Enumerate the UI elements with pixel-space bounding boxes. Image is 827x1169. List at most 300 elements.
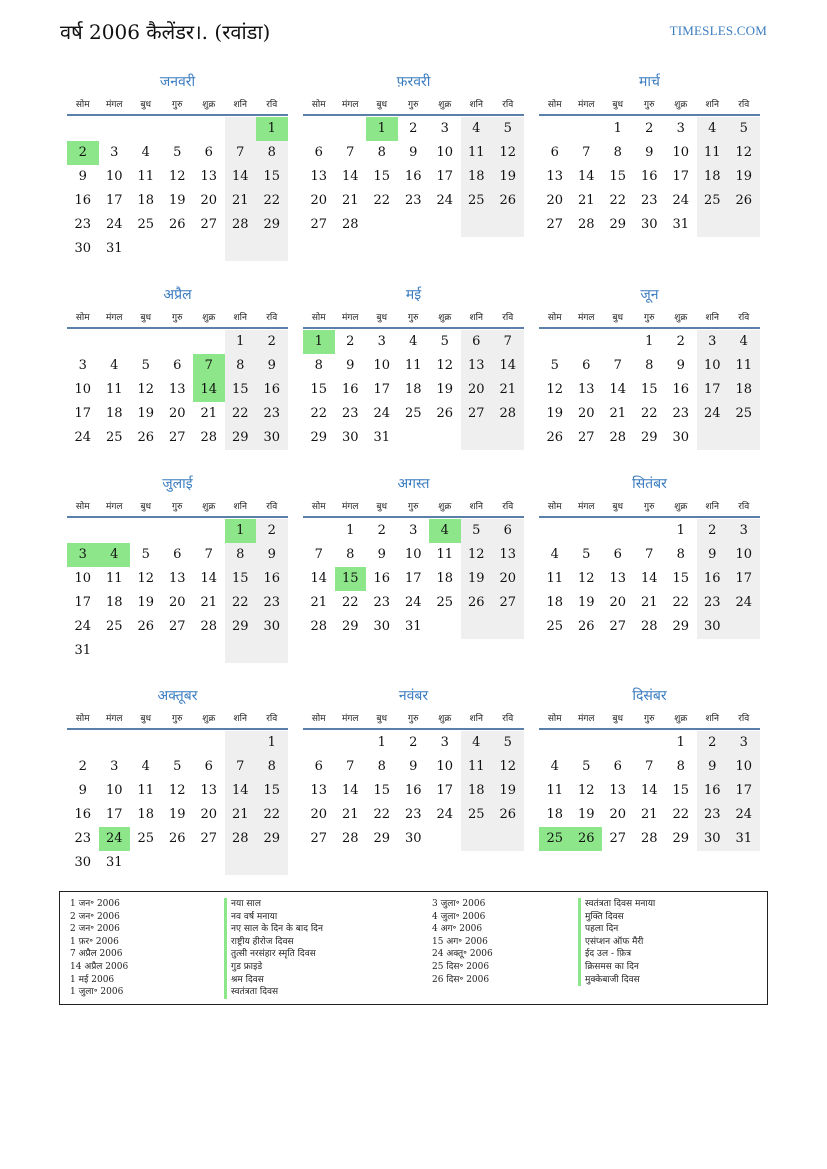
- day-cell[interactable]: 29: [672, 619, 690, 634]
- day-cell[interactable]: 11: [105, 382, 123, 397]
- day-cell[interactable]: 13: [577, 382, 595, 397]
- day-cell[interactable]: 24: [436, 193, 454, 208]
- day-cell[interactable]: 27: [546, 217, 564, 232]
- day-cell[interactable]: 4: [728, 330, 760, 354]
- day-cell[interactable]: 17: [74, 595, 92, 610]
- day-cell[interactable]: 2: [256, 330, 288, 354]
- day-cell[interactable]: 22: [609, 193, 627, 208]
- day-cell[interactable]: 3: [78, 358, 87, 373]
- day-cell[interactable]: 25: [461, 803, 493, 827]
- day-cell[interactable]: 18: [137, 807, 155, 822]
- day-cell[interactable]: 10: [74, 571, 92, 586]
- day-cell[interactable]: 25: [105, 619, 123, 634]
- day-cell[interactable]: 12: [492, 141, 524, 165]
- day-cell[interactable]: 6: [314, 145, 323, 160]
- day-cell[interactable]: 30: [640, 217, 658, 232]
- day-cell[interactable]: 29: [310, 430, 328, 445]
- day-cell[interactable]: 5: [728, 117, 760, 141]
- day-cell[interactable]: 23: [697, 591, 729, 615]
- day-cell[interactable]: 6: [492, 519, 524, 543]
- holiday-day-cell[interactable]: 1: [303, 330, 335, 354]
- day-cell[interactable]: 27: [609, 619, 627, 634]
- day-cell[interactable]: 12: [728, 141, 760, 165]
- day-cell[interactable]: 6: [613, 759, 622, 774]
- day-cell[interactable]: 18: [436, 571, 454, 586]
- day-cell[interactable]: 15: [310, 382, 328, 397]
- day-cell[interactable]: 8: [314, 358, 323, 373]
- day-cell[interactable]: 14: [341, 169, 359, 184]
- day-cell[interactable]: 2: [346, 334, 355, 349]
- day-cell[interactable]: 6: [461, 330, 493, 354]
- day-cell[interactable]: 29: [609, 217, 627, 232]
- day-cell[interactable]: 29: [225, 615, 257, 639]
- day-cell[interactable]: 9: [346, 358, 355, 373]
- day-cell[interactable]: 12: [168, 783, 186, 798]
- day-cell[interactable]: 15: [672, 571, 690, 586]
- day-cell[interactable]: 16: [404, 169, 422, 184]
- day-cell[interactable]: 23: [74, 217, 92, 232]
- day-cell[interactable]: 5: [492, 731, 524, 755]
- day-cell[interactable]: 27: [492, 591, 524, 615]
- holiday-day-cell[interactable]: 25: [539, 827, 571, 851]
- day-cell[interactable]: 15: [256, 779, 288, 803]
- day-cell[interactable]: 23: [404, 193, 422, 208]
- day-cell[interactable]: 28: [640, 831, 658, 846]
- day-cell[interactable]: 26: [436, 406, 454, 421]
- day-cell[interactable]: 9: [78, 169, 87, 184]
- day-cell[interactable]: 30: [256, 615, 288, 639]
- day-cell[interactable]: 16: [640, 169, 658, 184]
- day-cell[interactable]: 27: [310, 217, 328, 232]
- day-cell[interactable]: 24: [728, 591, 760, 615]
- day-cell[interactable]: 21: [341, 193, 359, 208]
- day-cell[interactable]: 13: [609, 571, 627, 586]
- day-cell[interactable]: 17: [697, 378, 729, 402]
- day-cell[interactable]: 10: [436, 759, 454, 774]
- day-cell[interactable]: 23: [697, 803, 729, 827]
- day-cell[interactable]: 18: [105, 406, 123, 421]
- day-cell[interactable]: 7: [314, 547, 323, 562]
- day-cell[interactable]: 20: [461, 378, 493, 402]
- day-cell[interactable]: 29: [225, 426, 257, 450]
- day-cell[interactable]: 21: [310, 595, 328, 610]
- day-cell[interactable]: 17: [436, 169, 454, 184]
- holiday-day-cell[interactable]: 4: [429, 519, 461, 543]
- day-cell[interactable]: 9: [409, 759, 418, 774]
- day-cell[interactable]: 1: [346, 523, 355, 538]
- day-cell[interactable]: 20: [546, 193, 564, 208]
- day-cell[interactable]: 8: [256, 755, 288, 779]
- day-cell[interactable]: 24: [697, 402, 729, 426]
- day-cell[interactable]: 10: [404, 547, 422, 562]
- day-cell[interactable]: 17: [105, 807, 123, 822]
- day-cell[interactable]: 5: [582, 759, 591, 774]
- day-cell[interactable]: 28: [609, 430, 627, 445]
- day-cell[interactable]: 5: [141, 547, 150, 562]
- day-cell[interactable]: 30: [672, 430, 690, 445]
- day-cell[interactable]: 7: [204, 547, 213, 562]
- day-cell[interactable]: 11: [137, 169, 155, 184]
- day-cell[interactable]: 28: [200, 430, 218, 445]
- holiday-day-cell[interactable]: 3: [67, 543, 99, 567]
- day-cell[interactable]: 2: [697, 731, 729, 755]
- day-cell[interactable]: 18: [546, 595, 564, 610]
- day-cell[interactable]: 14: [200, 571, 218, 586]
- day-cell[interactable]: 10: [105, 783, 123, 798]
- day-cell[interactable]: 30: [697, 615, 729, 639]
- day-cell[interactable]: 12: [436, 358, 454, 373]
- day-cell[interactable]: 27: [577, 430, 595, 445]
- day-cell[interactable]: 6: [173, 547, 182, 562]
- day-cell[interactable]: 19: [728, 165, 760, 189]
- day-cell[interactable]: 22: [310, 406, 328, 421]
- day-cell[interactable]: 28: [577, 217, 595, 232]
- day-cell[interactable]: 24: [373, 406, 391, 421]
- holiday-day-cell[interactable]: 14: [193, 378, 225, 402]
- day-cell[interactable]: 19: [168, 807, 186, 822]
- day-cell[interactable]: 8: [676, 759, 685, 774]
- day-cell[interactable]: 19: [577, 807, 595, 822]
- day-cell[interactable]: 12: [577, 571, 595, 586]
- day-cell[interactable]: 10: [436, 145, 454, 160]
- day-cell[interactable]: 28: [200, 619, 218, 634]
- day-cell[interactable]: 14: [640, 571, 658, 586]
- day-cell[interactable]: 4: [141, 759, 150, 774]
- day-cell[interactable]: 31: [105, 241, 123, 256]
- day-cell[interactable]: 7: [225, 755, 257, 779]
- day-cell[interactable]: 27: [461, 402, 493, 426]
- day-cell[interactable]: 17: [672, 169, 690, 184]
- holiday-day-cell[interactable]: 2: [67, 141, 99, 165]
- day-cell[interactable]: 16: [74, 807, 92, 822]
- day-cell[interactable]: 25: [461, 189, 493, 213]
- day-cell[interactable]: 14: [310, 571, 328, 586]
- day-cell[interactable]: 16: [74, 193, 92, 208]
- day-cell[interactable]: 10: [728, 543, 760, 567]
- day-cell[interactable]: 12: [137, 571, 155, 586]
- day-cell[interactable]: 13: [461, 354, 493, 378]
- day-cell[interactable]: 20: [310, 807, 328, 822]
- day-cell[interactable]: 2: [676, 334, 685, 349]
- day-cell[interactable]: 9: [409, 145, 418, 160]
- day-cell[interactable]: 7: [346, 759, 355, 774]
- day-cell[interactable]: 15: [373, 783, 391, 798]
- holiday-day-cell[interactable]: 24: [99, 827, 131, 851]
- day-cell[interactable]: 31: [105, 855, 123, 870]
- day-cell[interactable]: 27: [609, 831, 627, 846]
- day-cell[interactable]: 21: [200, 406, 218, 421]
- day-cell[interactable]: 31: [373, 430, 391, 445]
- day-cell[interactable]: 24: [672, 193, 690, 208]
- day-cell[interactable]: 26: [577, 619, 595, 634]
- day-cell[interactable]: 9: [697, 543, 729, 567]
- day-cell[interactable]: 5: [141, 358, 150, 373]
- day-cell[interactable]: 5: [173, 759, 182, 774]
- day-cell[interactable]: 28: [341, 217, 359, 232]
- site-link[interactable]: TIMESLES.COM: [669, 23, 767, 38]
- day-cell[interactable]: 21: [225, 189, 257, 213]
- day-cell[interactable]: 3: [676, 121, 685, 136]
- holiday-day-cell[interactable]: 15: [335, 567, 367, 591]
- day-cell[interactable]: 19: [546, 406, 564, 421]
- day-cell[interactable]: 1: [256, 731, 288, 755]
- day-cell[interactable]: 7: [645, 547, 654, 562]
- day-cell[interactable]: 31: [672, 217, 690, 232]
- day-cell[interactable]: 23: [640, 193, 658, 208]
- day-cell[interactable]: 21: [341, 807, 359, 822]
- day-cell[interactable]: 8: [377, 759, 386, 774]
- day-cell[interactable]: 6: [550, 145, 559, 160]
- day-cell[interactable]: 21: [609, 406, 627, 421]
- day-cell[interactable]: 16: [341, 382, 359, 397]
- day-cell[interactable]: 9: [645, 145, 654, 160]
- day-cell[interactable]: 22: [256, 803, 288, 827]
- day-cell[interactable]: 26: [492, 803, 524, 827]
- day-cell[interactable]: 19: [436, 382, 454, 397]
- day-cell[interactable]: 14: [577, 169, 595, 184]
- day-cell[interactable]: 26: [492, 189, 524, 213]
- day-cell[interactable]: 28: [640, 619, 658, 634]
- day-cell[interactable]: 24: [74, 619, 92, 634]
- day-cell[interactable]: 7: [582, 145, 591, 160]
- day-cell[interactable]: 26: [461, 591, 493, 615]
- day-cell[interactable]: 2: [409, 735, 418, 750]
- day-cell[interactable]: 7: [346, 145, 355, 160]
- holiday-day-cell[interactable]: 1: [225, 519, 257, 543]
- day-cell[interactable]: 1: [377, 735, 386, 750]
- day-cell[interactable]: 23: [341, 406, 359, 421]
- day-cell[interactable]: 10: [373, 358, 391, 373]
- day-cell[interactable]: 21: [200, 595, 218, 610]
- day-cell[interactable]: 20: [492, 567, 524, 591]
- day-cell[interactable]: 11: [105, 571, 123, 586]
- day-cell[interactable]: 5: [173, 145, 182, 160]
- day-cell[interactable]: 17: [404, 571, 422, 586]
- day-cell[interactable]: 26: [546, 430, 564, 445]
- day-cell[interactable]: 13: [200, 783, 218, 798]
- day-cell[interactable]: 4: [550, 759, 559, 774]
- day-cell[interactable]: 11: [436, 547, 454, 562]
- day-cell[interactable]: 11: [137, 783, 155, 798]
- day-cell[interactable]: 1: [645, 334, 654, 349]
- day-cell[interactable]: 22: [373, 193, 391, 208]
- day-cell[interactable]: 22: [672, 807, 690, 822]
- day-cell[interactable]: 16: [697, 567, 729, 591]
- day-cell[interactable]: 22: [373, 807, 391, 822]
- day-cell[interactable]: 16: [256, 567, 288, 591]
- day-cell[interactable]: 24: [404, 595, 422, 610]
- holiday-day-cell[interactable]: 26: [571, 827, 603, 851]
- day-cell[interactable]: 26: [168, 217, 186, 232]
- day-cell[interactable]: 30: [373, 619, 391, 634]
- day-cell[interactable]: 25: [137, 217, 155, 232]
- day-cell[interactable]: 23: [373, 595, 391, 610]
- day-cell[interactable]: 18: [697, 165, 729, 189]
- day-cell[interactable]: 30: [404, 831, 422, 846]
- day-cell[interactable]: 25: [436, 595, 454, 610]
- day-cell[interactable]: 6: [314, 759, 323, 774]
- holiday-day-cell[interactable]: 1: [256, 117, 288, 141]
- day-cell[interactable]: 25: [728, 402, 760, 426]
- day-cell[interactable]: 14: [609, 382, 627, 397]
- day-cell[interactable]: 26: [168, 831, 186, 846]
- day-cell[interactable]: 31: [728, 827, 760, 851]
- day-cell[interactable]: 15: [373, 169, 391, 184]
- day-cell[interactable]: 1: [613, 121, 622, 136]
- day-cell[interactable]: 26: [137, 619, 155, 634]
- day-cell[interactable]: 30: [74, 241, 92, 256]
- day-cell[interactable]: 20: [168, 595, 186, 610]
- day-cell[interactable]: 16: [672, 382, 690, 397]
- day-cell[interactable]: 3: [697, 330, 729, 354]
- day-cell[interactable]: 19: [577, 595, 595, 610]
- day-cell[interactable]: 13: [168, 382, 186, 397]
- day-cell[interactable]: 14: [341, 783, 359, 798]
- day-cell[interactable]: 29: [256, 827, 288, 851]
- day-cell[interactable]: 24: [436, 807, 454, 822]
- day-cell[interactable]: 5: [461, 519, 493, 543]
- day-cell[interactable]: 18: [728, 378, 760, 402]
- day-cell[interactable]: 15: [225, 567, 257, 591]
- day-cell[interactable]: 4: [697, 117, 729, 141]
- day-cell[interactable]: 2: [78, 759, 87, 774]
- day-cell[interactable]: 14: [492, 354, 524, 378]
- day-cell[interactable]: 20: [609, 595, 627, 610]
- day-cell[interactable]: 24: [105, 217, 123, 232]
- day-cell[interactable]: 23: [256, 591, 288, 615]
- day-cell[interactable]: 8: [256, 141, 288, 165]
- day-cell[interactable]: 20: [609, 807, 627, 822]
- day-cell[interactable]: 8: [346, 547, 355, 562]
- day-cell[interactable]: 29: [373, 831, 391, 846]
- day-cell[interactable]: 13: [546, 169, 564, 184]
- day-cell[interactable]: 11: [546, 783, 564, 798]
- day-cell[interactable]: 4: [461, 117, 493, 141]
- day-cell[interactable]: 3: [440, 121, 449, 136]
- day-cell[interactable]: 24: [74, 430, 92, 445]
- day-cell[interactable]: 30: [74, 855, 92, 870]
- day-cell[interactable]: 22: [640, 406, 658, 421]
- day-cell[interactable]: 25: [137, 831, 155, 846]
- day-cell[interactable]: 18: [105, 595, 123, 610]
- day-cell[interactable]: 28: [225, 827, 257, 851]
- day-cell[interactable]: 9: [377, 547, 386, 562]
- day-cell[interactable]: 27: [168, 619, 186, 634]
- day-cell[interactable]: 2: [409, 121, 418, 136]
- day-cell[interactable]: 27: [200, 217, 218, 232]
- day-cell[interactable]: 17: [728, 567, 760, 591]
- day-cell[interactable]: 17: [373, 382, 391, 397]
- day-cell[interactable]: 21: [640, 807, 658, 822]
- day-cell[interactable]: 12: [168, 169, 186, 184]
- day-cell[interactable]: 24: [728, 803, 760, 827]
- day-cell[interactable]: 8: [225, 354, 257, 378]
- day-cell[interactable]: 20: [168, 406, 186, 421]
- day-cell[interactable]: 8: [225, 543, 257, 567]
- day-cell[interactable]: 11: [728, 354, 760, 378]
- day-cell[interactable]: 22: [256, 189, 288, 213]
- day-cell[interactable]: 18: [461, 779, 493, 803]
- holiday-day-cell[interactable]: 4: [99, 543, 131, 567]
- holiday-day-cell[interactable]: 7: [193, 354, 225, 378]
- day-cell[interactable]: 3: [728, 731, 760, 755]
- day-cell[interactable]: 25: [697, 189, 729, 213]
- day-cell[interactable]: 4: [550, 547, 559, 562]
- day-cell[interactable]: 30: [341, 430, 359, 445]
- day-cell[interactable]: 20: [200, 193, 218, 208]
- day-cell[interactable]: 2: [697, 519, 729, 543]
- day-cell[interactable]: 13: [168, 571, 186, 586]
- day-cell[interactable]: 19: [137, 406, 155, 421]
- day-cell[interactable]: 30: [256, 426, 288, 450]
- day-cell[interactable]: 10: [105, 169, 123, 184]
- day-cell[interactable]: 1: [676, 523, 685, 538]
- day-cell[interactable]: 17: [74, 406, 92, 421]
- day-cell[interactable]: 6: [204, 759, 213, 774]
- day-cell[interactable]: 23: [404, 807, 422, 822]
- day-cell[interactable]: 7: [613, 358, 622, 373]
- day-cell[interactable]: 27: [168, 430, 186, 445]
- day-cell[interactable]: 6: [613, 547, 622, 562]
- day-cell[interactable]: 12: [577, 783, 595, 798]
- day-cell[interactable]: 20: [577, 406, 595, 421]
- day-cell[interactable]: 29: [256, 213, 288, 237]
- day-cell[interactable]: 12: [461, 543, 493, 567]
- day-cell[interactable]: 15: [672, 783, 690, 798]
- day-cell[interactable]: 11: [546, 571, 564, 586]
- day-cell[interactable]: 9: [697, 755, 729, 779]
- day-cell[interactable]: 22: [225, 591, 257, 615]
- day-cell[interactable]: 8: [613, 145, 622, 160]
- day-cell[interactable]: 22: [225, 402, 257, 426]
- day-cell[interactable]: 27: [200, 831, 218, 846]
- day-cell[interactable]: 12: [492, 755, 524, 779]
- day-cell[interactable]: 3: [409, 523, 418, 538]
- day-cell[interactable]: 9: [256, 543, 288, 567]
- day-cell[interactable]: 27: [310, 831, 328, 846]
- day-cell[interactable]: 23: [672, 406, 690, 421]
- day-cell[interactable]: 1: [225, 330, 257, 354]
- day-cell[interactable]: 10: [697, 354, 729, 378]
- day-cell[interactable]: 29: [672, 831, 690, 846]
- day-cell[interactable]: 14: [225, 165, 257, 189]
- day-cell[interactable]: 14: [640, 783, 658, 798]
- day-cell[interactable]: 5: [492, 117, 524, 141]
- day-cell[interactable]: 5: [582, 547, 591, 562]
- day-cell[interactable]: 11: [461, 755, 493, 779]
- day-cell[interactable]: 16: [697, 779, 729, 803]
- day-cell[interactable]: 29: [640, 430, 658, 445]
- day-cell[interactable]: 17: [728, 779, 760, 803]
- day-cell[interactable]: 9: [676, 358, 685, 373]
- day-cell[interactable]: 2: [256, 519, 288, 543]
- day-cell[interactable]: 15: [225, 378, 257, 402]
- day-cell[interactable]: 25: [546, 619, 564, 634]
- day-cell[interactable]: 19: [461, 567, 493, 591]
- day-cell[interactable]: 28: [492, 402, 524, 426]
- day-cell[interactable]: 7: [492, 330, 524, 354]
- day-cell[interactable]: 8: [645, 358, 654, 373]
- day-cell[interactable]: 31: [74, 643, 92, 658]
- day-cell[interactable]: 9: [78, 783, 87, 798]
- day-cell[interactable]: 30: [697, 827, 729, 851]
- day-cell[interactable]: 6: [582, 358, 591, 373]
- day-cell[interactable]: 17: [436, 783, 454, 798]
- day-cell[interactable]: 28: [310, 619, 328, 634]
- day-cell[interactable]: 5: [440, 334, 449, 349]
- day-cell[interactable]: 23: [74, 831, 92, 846]
- day-cell[interactable]: 6: [204, 145, 213, 160]
